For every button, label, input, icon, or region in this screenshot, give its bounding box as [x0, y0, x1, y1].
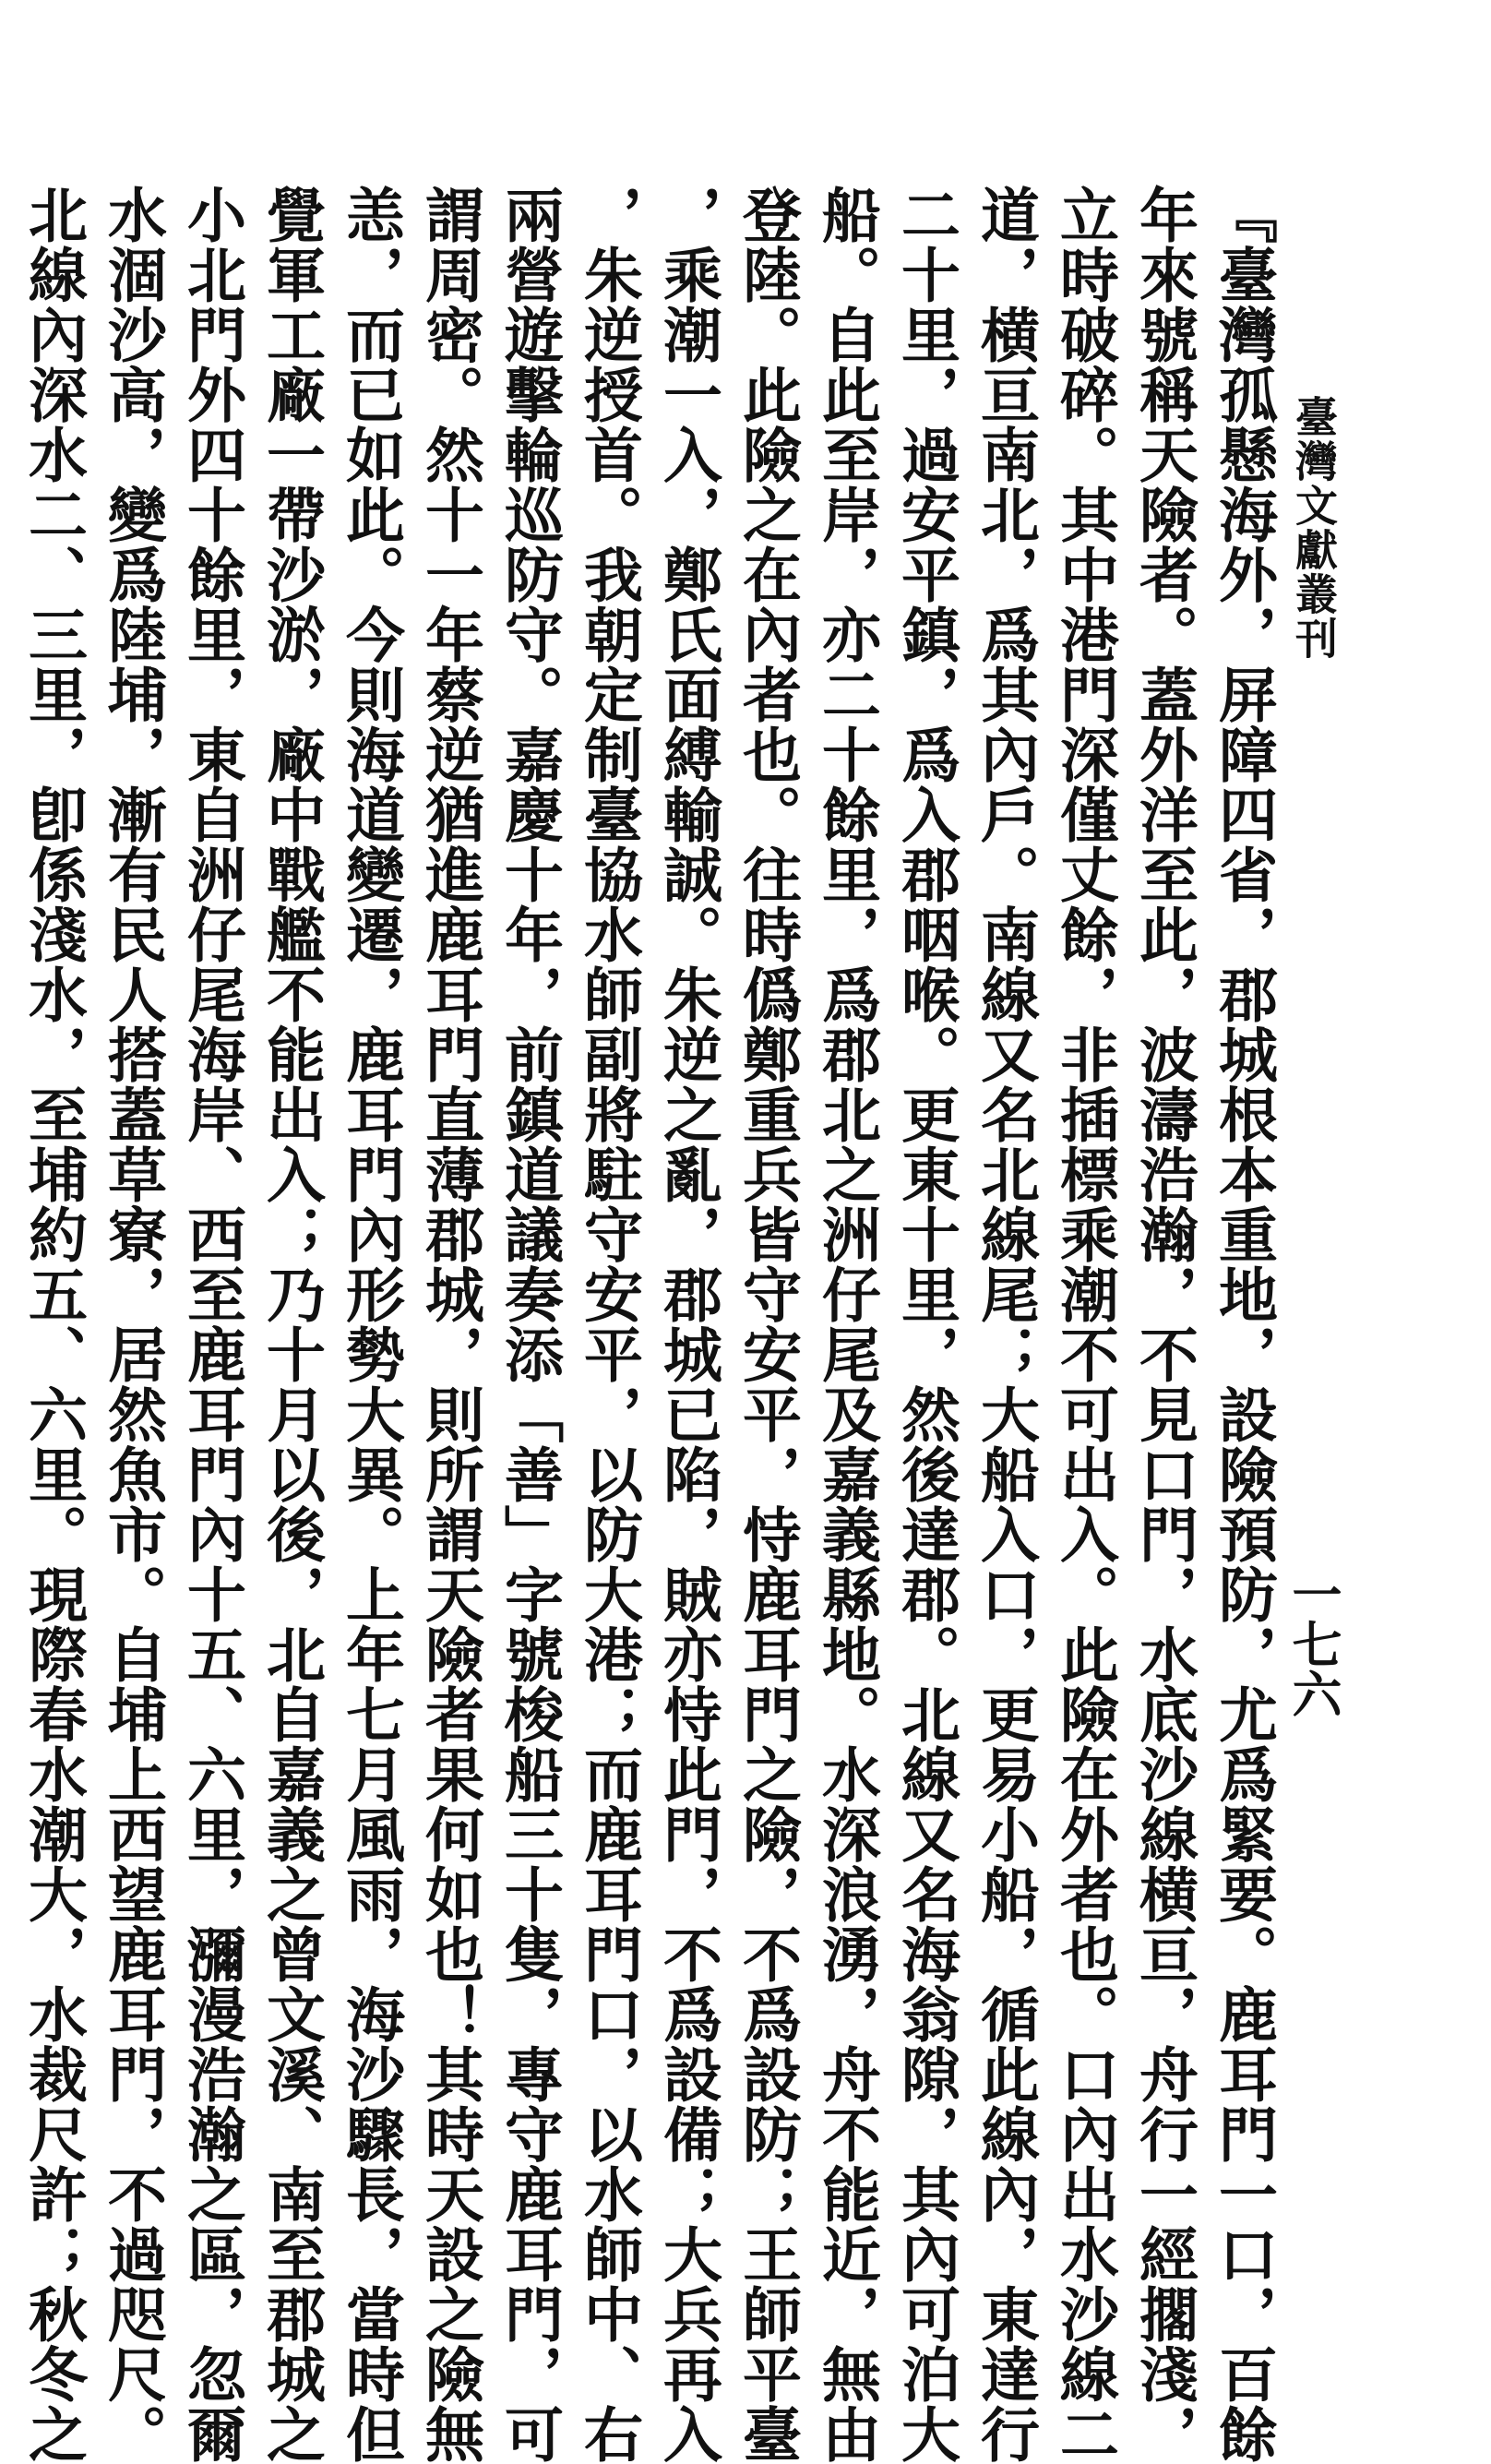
text-column: 年來號稱天險者。蓋外洋至此，波濤浩瀚，不見口門，水底沙線横亘，舟行一經擱淺， [1129, 185, 1199, 2464]
running-title: 臺灣文獻叢刊 [1289, 395, 1339, 661]
text-column: ，朱逆授首。我朝定制臺協水師副將駐守安平，以防大港；而鹿耳門口，以水師中、右 [574, 185, 643, 2464]
body-text [18, 185, 1282, 2464]
text-column: 北線內深水二、三里，卽係淺水，至埔約五、六里。現際春水潮大，水裁尺許；秋冬之 [18, 185, 88, 2464]
text-column: 水涸沙高，變爲陸埔，漸有民人搭蓋草寮，居然魚市。自埔上西望鹿耳門，不過咫尺。 [98, 185, 167, 2464]
text-column: 立時破碎。其中港門深僅丈餘，非插標乘潮不可出入。此險在外者也。口內出水沙線二 [1050, 185, 1119, 2464]
text-column: 『臺灣孤懸海外，屏障四省，郡城根本重地，設險預防，尤爲緊要。鹿耳門一口，百餘 [1209, 185, 1278, 2464]
text-column: 道，横亘南北，爲其內戶。南線又名北線尾；大船入口，更易小船，循此線內，東達行 [971, 185, 1040, 2464]
text-column: 兩營遊擊輪巡防守。嘉慶十年，前鎮道議奏添「善」字號梭船三十隻，專守鹿耳門，可 [495, 185, 564, 2464]
text-column: 小北門外四十餘里，東自洲仔尾海岸、西至鹿耳門內十五、六里，瀰漫浩瀚之區，忽爾 [177, 185, 246, 2464]
text-column: 覺軍工廠一帶沙淤，廠中戰艦不能出入；乃十月以後，北自嘉義之曾文溪、南至郡城之 [256, 185, 326, 2464]
text-column: 船。自此至岸，亦二十餘里，爲郡北之洲仔尾及嘉義縣地。水深浪湧，舟不能近，無由 [812, 185, 881, 2464]
text-column: 恙，而已如此。今則海道變遷，鹿耳門內形勢大異。上年七月風雨，海沙驟長，當時但 [336, 185, 405, 2464]
text-column: 謂周密。然十一年蔡逆猶進鹿耳門直薄郡城，則所謂天險者果何如也！其時天設之險無 [415, 185, 484, 2464]
text-column: 二十里，過安平鎮，爲入郡咽喉。更東十里，然後達郡。北線又名海翁隙，其內可泊大 [891, 185, 960, 2464]
text-column: 登陸。此險之在內者也。往時僞鄭重兵皆守安平，恃鹿耳門之險，不爲設防；王師平臺 [733, 185, 802, 2464]
text-column: ，乘潮一入，鄭氏面縛輸誠。朱逆之亂，郡城已陷，賊亦恃此門，不爲設備；大兵再入 [653, 185, 722, 2464]
page-number: 一七六 [1284, 1569, 1343, 1718]
